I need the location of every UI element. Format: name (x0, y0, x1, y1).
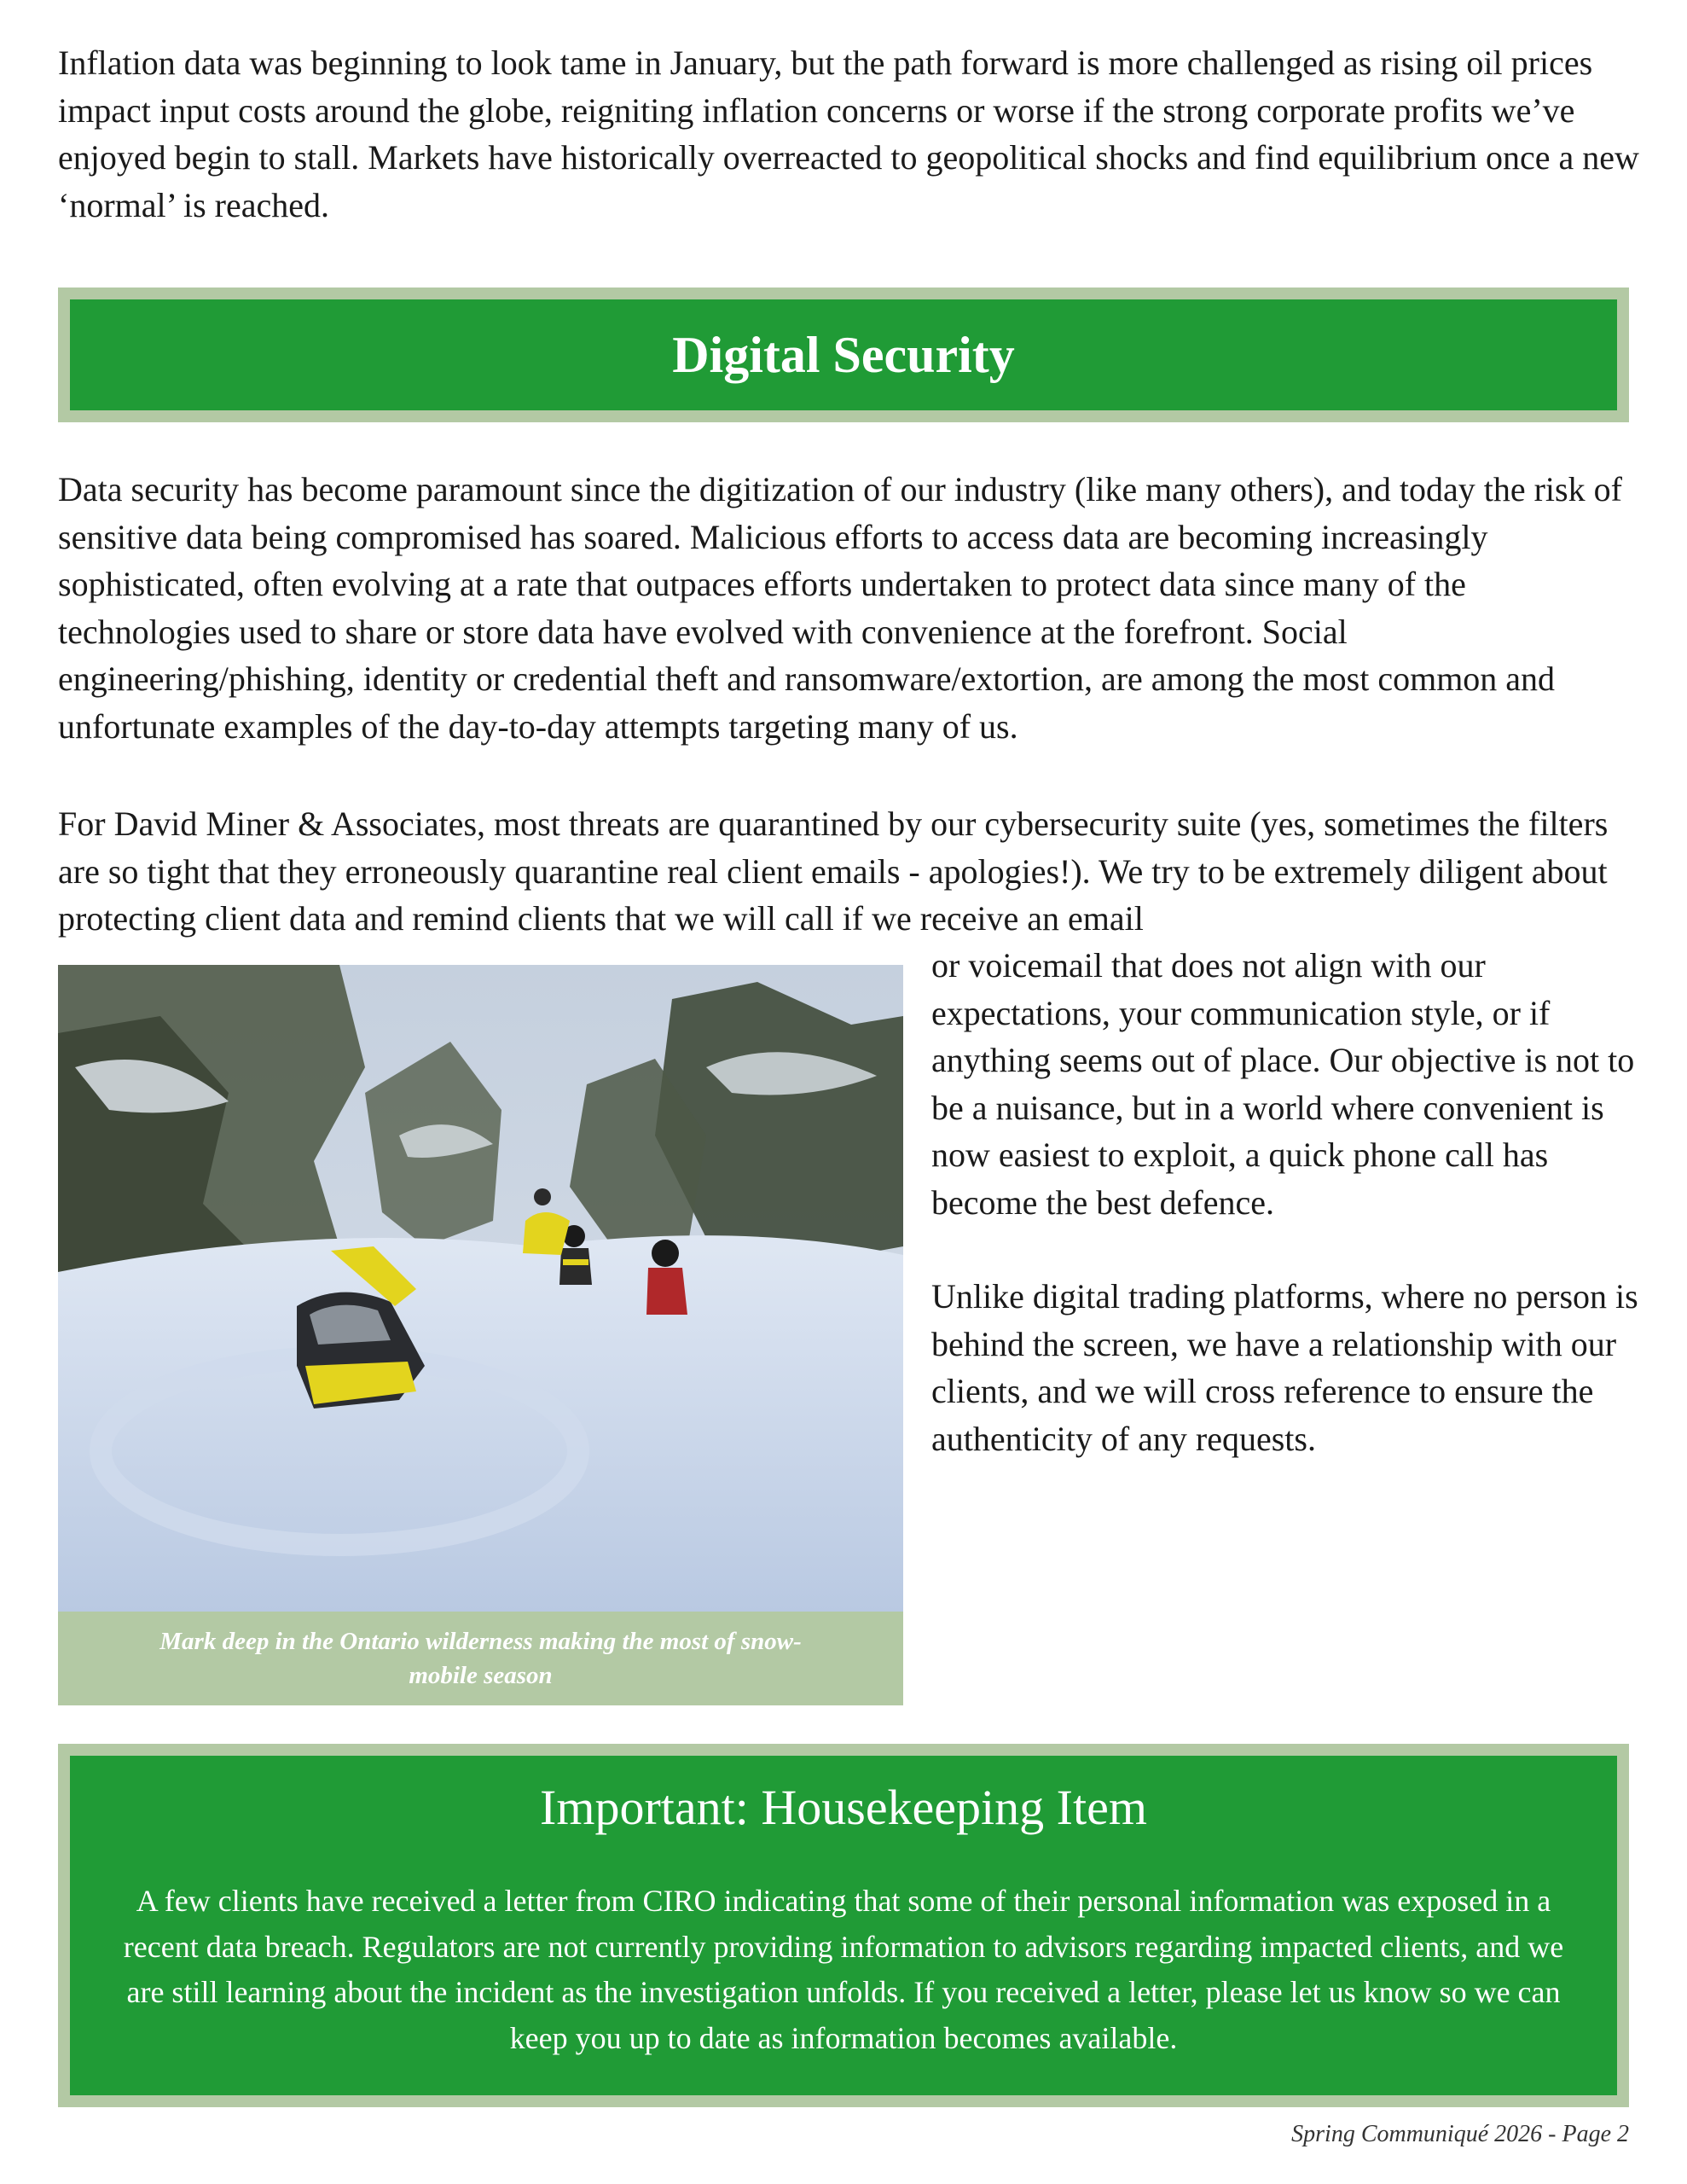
photo-caption-text: Mark deep in the Ontario wilderness making the most of snow-mobile season (159, 1628, 802, 1689)
photo-caption (58, 1612, 903, 1705)
snowmobile-photo (58, 965, 903, 1612)
housekeeping-notice (58, 1744, 1629, 2107)
photo-figure (58, 965, 903, 1705)
digital-security-banner (58, 288, 1629, 422)
security-paragraph-3: Unlike digital trading platforms, where no person is behind the screen, we have a relationship with our clients, and we will cross reference to ensure the authenticity of any requests. (931, 1277, 1638, 1458)
section-title: Digital Security (672, 326, 1015, 383)
housekeeping-body: A few clients have received a letter from CIRO indicating that some of their personal information was exposed in a recent data breach. Regulators are not currently providing information to advisors regarding impacted clients, and we are still learning about the incident as the investigation unfolds. If you received a letter, please let us know so we can keep you up to date as information becomes available. (123, 1884, 1564, 2055)
security-paragraph-1: Data security has become paramount since the digitization of our industry (like many others), and today the risk of sensitive data being compromised has soared. Malicious efforts to access data are becoming increasingly sophisticated, often evolving at a rate that outpaces efforts undertaken to protect data since many of the technologies used to share or store data have evolved with convenience at the forefront. Social engineering/phishing, identity or credential theft and ransomware/extortion, are among the most common and unfortunate examples of the day-to-day attempts targeting many of us. (58, 470, 1622, 746)
security-paragraph-2-continued: or voicemail that does not align with our expectations, your communication style, or if anything seems out of place. Our objective is not to be a nuisance, but in a world where convenient is now easiest to exploit, a quick phone call has become the best defence. (931, 946, 1635, 1222)
intro-paragraph: Inflation data was beginning to look tame in January, but the path forward is more challenged as rising oil prices impact input costs around the globe, reigniting inflation concerns or worse if the strong corporate profits we’ve enjoyed begin to stall. Markets have historically overreacted to geopolitical shocks and find equilibrium once a new ‘normal’ is reached. (58, 44, 1639, 224)
page-footer: Spring Communiqué 2026 - Page 2 (1291, 2121, 1629, 2147)
security-paragraph-2: For David Miner & Associates, most threats are quarantined by our cybersecurity suite (yes, sometimes the filters are so tight that they erroneously quarantine real client emails - apologies!). We try to be extremely diligent about protecting client data and remind clients that we will call if we receive an email (58, 804, 1609, 938)
housekeeping-title: Important: Housekeeping Item (540, 1780, 1147, 1835)
